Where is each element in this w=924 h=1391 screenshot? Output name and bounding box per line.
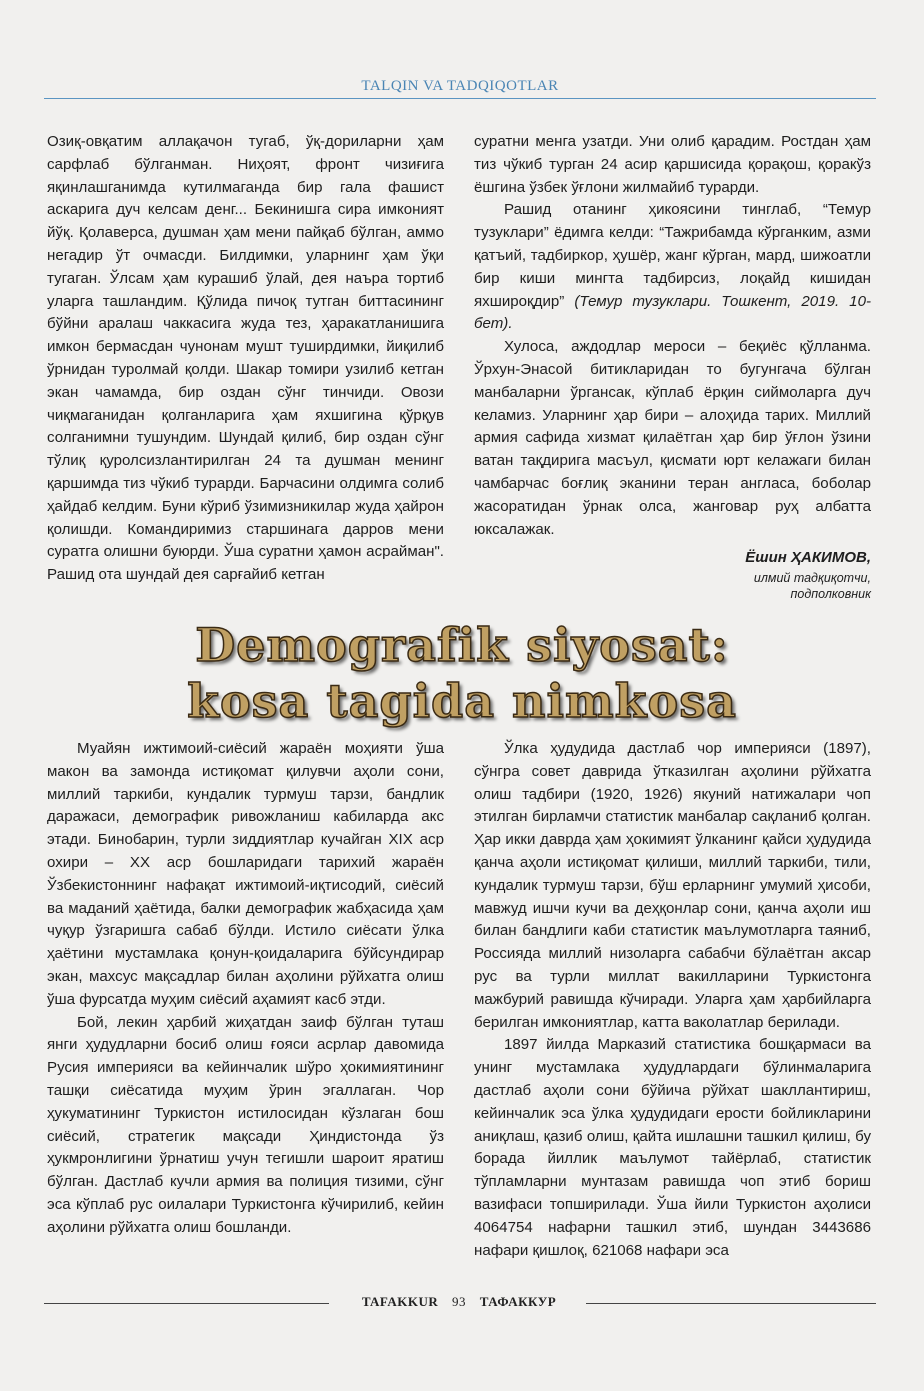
author-signature [474, 547, 871, 602]
article2-paragraph: 1897 йилда Марказий статистика бошқармаси ва унинг мустамлака ҳудудлардаги бўлинмаларига дастлаб аҳоли сони бўйича рўйхат шакллантириш, кейинчалик эса ўлка ҳудудидаги ерости бойликларини аниқлаш, қазиб олиш, қайта ишлашни ташкил қилиш, бу борада йиллик маълумот тайёрлаб, статистик тўпламларни мунтазам равишда чоп этиб бориш вазифаси топширилади. Ўша йили Туркистон аҳолиси 4064754 нафарни ташкил этиб, шундан 3443686 нафари қишлоқ, 621068 нафари эса [474, 1036, 871, 1259]
article2-paragraph: Бой, лекин ҳарбий жиҳатдан заиф бўлган туташ янги ҳудудларни босиб олиш ғояси асрлар давомида Русия империяси ва кейинчалик шўро ҳокимиятининг ташқи сиёсатида муҳим ўрин эгаллаган. Чор ҳукуматининг Туркистон истилосидан кўзлаган бош сиёсий, стратегик мақсади Ҳиндистонда ўз ҳукмронлигини ўрнатиш учун тегишли шароит яратиш бўлган. Дастлаб кучли армия ва полиция тизими, сўнг эса кўплаб рус оилалари Туркистонга кўчирилиб, кейин аҳолини рўйхатга олиш бошланди. [47, 1013, 444, 1236]
footer-text [339, 1294, 579, 1310]
article2-column-left [47, 738, 444, 1240]
page-footer [44, 1292, 876, 1316]
citation: (Темур тузуклари. Тошкент, 2019. 10-бет). [474, 292, 871, 333]
article1-paragraph: Хулоса, аждодлар мероси – беқиёс қўлланма. Ўрхун-Энасой битикларидан то бугунгача бўлган манбаларни ўргансак, кўплаб ёрқин сиймоларга дуч келамиз. Уларнинг ҳар бири – алоҳида тарих. Миллий армия сафида хизмат қилаётган ҳар бир ўғлон ўзини ватан тақдирига масъул, қисмати юрт келажаги билан чамбарчас боғлиқ эканини теран англаса, боболар жасоратидан ўрнак олса, жанговар руҳ албатта юксалажак. [474, 338, 871, 538]
author-rank: подполковник [790, 587, 871, 602]
footer-magazine-cyrillic: ТАФАККУР [479, 1294, 557, 1309]
footer-rule-right [586, 1303, 876, 1304]
article2-column-right [474, 738, 871, 1262]
section-header: TALQIN VA TADQIQOTLAR [361, 78, 559, 94]
quote-text: Рашид отанинг ҳикоясини тинглаб, “Темур тузуклари” ёдимга келди: “Тажрибамда кўрганким, азми қатъий, тадбиркор, ҳушёр, жанг кўрган, мард, шижоатли бир киши мингта тадбирсиз, лоқайд кишидан яхшироқдир” [474, 201, 871, 310]
footer-rule-left [44, 1303, 329, 1304]
article2-paragraph: Муайян ижтимоий-сиёсий жараён моҳияти ўша макон ва замонда истиқомат қилувчи аҳоли сони, миллий таркиби, кундалик турмуш тарзи, бандлик даражаси, демографик ривожланиш кабиларда акс этади. Бинобарин, турли зиддиятлар кучайган XIX аср охири – XX аср бошларидаги тарихий жараён Ўзбекистоннинг нафақат ижтимоий-иқтисодий, сиёсий ва маданий ҳаётида, балки демографик жабҳасида ҳам чуқур ўзгаришга сабаб бўлди. Истило сиёсати ўлка ҳаётини мустамлака қонун-қоидаларига бўйсундирар экан, махсус мақсадлар билан аҳолини рўйхатга олиш ўша фурсатда муҳим сиёсий аҳамият касб этди. [47, 740, 444, 1008]
footer-magazine-latin: TAFAKKUR [361, 1294, 439, 1309]
article2-title-line2: kosa tagida nimkosa [187, 674, 737, 728]
header-rule [44, 98, 876, 99]
page-number: 93 [452, 1294, 467, 1309]
author-name: Ёшин ҲАКИМОВ, [745, 549, 871, 567]
author-role: илмий тадқиқотчи, [753, 571, 871, 586]
article1-column-right [474, 131, 871, 602]
article2-paragraph: Ўлка ҳудудида дастлаб чор империяси (1897), сўнгра совет даврида ўтказилган аҳолини рўйхатга олиш тадбири (1920, 1926) якуний натижалари чоп этилган бирламчи статистик манбалар сақланиб қолган. Ҳар икки даврда ҳам ҳокимият ўлканинг қайси ҳудудида қанча аҳоли истиқомат қилиши, миллий таркиби, тили, кундалик турмуш тарзи, бўш ерларнинг умумий ҳисоби, мавжуд ишчи кучи ва деҳқонлар сони, қанча аҳоли иш билан бандлиги каби статистик маълумотларга таяниб, Россияда миллий низоларга сабабчи бўлаётган аксар рус ва турли миллат вакилларини Туркистонга мажбурий равишда кўчиради. Уларга ҳам ҳарбийларга берилган имкониятлар, катта ваколатлар берилади. [474, 740, 871, 1031]
article1-column-left [47, 131, 444, 587]
article1-paragraph-quote [474, 199, 871, 336]
article2-title-line1: Demografik siyosat: [195, 618, 729, 672]
article1-paragraph: суратни менга узатди. Уни олиб қарадим. Ростдан ҳам тиз чўкиб турган 24 асир қаршисида қорақош, қоракўз ёшгина ўзбек ўғлони жилмайиб турарди. [474, 133, 871, 196]
article1-paragraph: Озиқ-овқатим аллақачон тугаб, ўқ-дориларни ҳам сарфлаб бўлганман. Ниҳоят, фронт чизиғига яқинлашганимда кутилмаганда бир гала фашист аскарига дуч келсам денг... Бекинишга сира имконият йўқ. Қолаверса, душман ҳам мени пайқаб бўлган, аммо негадир ўт очмасди. Билдимки, уларнинг ҳам ўқи тугаган. Ўлсам ҳам курашиб ўлай, дея наъра тортиб уларга ташландим. Қўлида пичоқ тутган биттасининг бўйни аралаш чаккасига жуда тез, ҳаракатланишига имкон бермасдан чунонам мушт туширдимки, йиқилиб ўрнидан туролмай қолди. Шакар томири узилиб кетган экан чамамда, бир оздан сўнг тинчиди. Овози чиқмаганидан қолганларига ҳам яхшигина қўрқув солганимни тушундим. Шундай қилиб, бир оздан сўнг тўлиқ қуролсизлантирилган 24 та душман менинг қаршимда тиз чўкиб турарди. Барчасини олдимга солиб ҳайдаб келдим. Буни кўриб ўзимизникилар жуда ҳайрон қолишди. Командиримиз старшинага дарров мени суратга олишни буюрди. Ўша суратни ҳамон асрайман". Рашид ота шундай дея сарғайиб кетган [47, 133, 444, 584]
